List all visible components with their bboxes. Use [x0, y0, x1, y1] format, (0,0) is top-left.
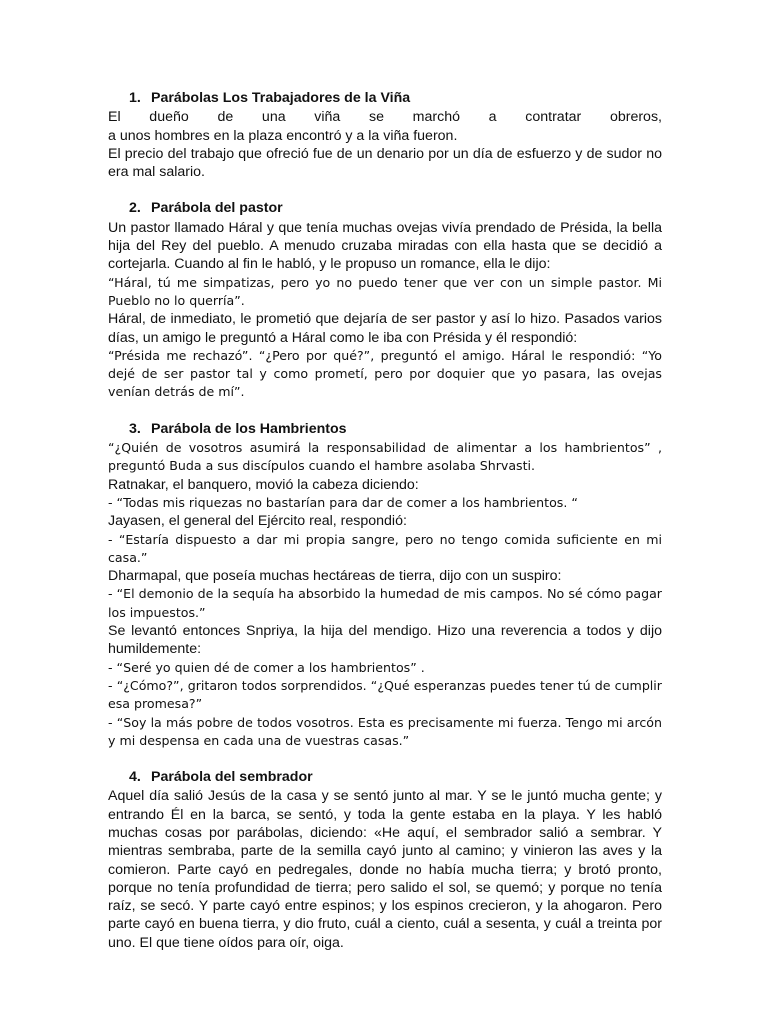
paragraph: - “Soy la más pobre de todos vosotros. Esta es precisamente mi fuerza. Tengo mi arcón y mi despensa en cada una de vuestras casas.”: [108, 714, 662, 748]
section-heading: [129, 199, 662, 217]
paragraph: a unos hombres en la plaza encontró y a la viña fueron.: [108, 127, 458, 144]
paragraph: - “El demonio de la sequía ha absorbido la humedad de mis campos. No sé cómo pagar los impuestos.”: [108, 586, 662, 620]
paragraph: - “¿Cómo?”, gritaron todos sorprendidos. “¿Qué esperanzas puedes tener tú de cumplir esa promesa?”: [108, 677, 662, 712]
paragraph: Aquel día salió Jesús de la casa y se sentó junto al mar. Y se le juntó mucha gente; y entrando Él en la barca, se sentó, y toda la gente estaba en la playa. Y les habló muchas cosas por parábolas, diciendo: «He aquí, el sembrador salió a sembrar. Y mientras sembraba, parte de la semilla cayó junto al camino; y vinieron las aves y la comieron. Parte cayó en pedregales, donde no había mucha tierra; y brotó pronto, porque no tenía profundidad de tierra; pero salido el sol, se quemó; y porque no tenía raíz, se secó. Y parte cayó entre espinos; y los espinos crecieron, y la ahogaron. Pero parte cayó en buena tierra, y dio fruto, cuál a ciento, cuál a sesenta, y cuál a treinta por uno. El que tiene oídos para oír, oiga.: [108, 788, 662, 951]
paragraph: Se levantó entonces Snpriya, la hija del mendigo. Hizo una reverencia a todos y dijo humildemente:: [108, 623, 662, 658]
paragraph: - “Seré yo quien dé de comer a los hambrientos” .: [108, 659, 425, 675]
paragraph: Jayasen, el general del Ejército real, respondió:: [108, 513, 407, 530]
section-heading: [129, 89, 662, 107]
section-title: Parábola de los Hambrientos: [151, 420, 347, 437]
paragraph: Un pastor llamado Háral y que tenía muchas ovejas vivía prendado de Présida, la bella hija del Rey del pueblo. A menudo cruzaba miradas con ella hasta que se decidió a cortejarla. Cuando al fin le habló, y le propuso un romance, ella le dijo:: [108, 219, 662, 273]
section-number: 2.: [129, 200, 141, 217]
paragraph: Háral, de inmediato, le prometió que dejaría de ser pastor y así lo hizo. Pasados varios días, un amigo le preguntó a Háral como le iba con Présida y él respondió:: [108, 311, 662, 346]
section-trabajadores-vina: [108, 89, 662, 181]
paragraph: - “Todas mis riquezas no bastarían para dar de comer a los hambrientos. “: [108, 494, 578, 510]
section-heading: [129, 420, 662, 438]
paragraph: - “Estaría dispuesto a dar mi propia sangre, pero no tengo comida suficiente en mi casa.”: [108, 531, 662, 565]
section-title: Parábolas Los Trabajadores de la Viña: [151, 90, 411, 106]
section-number: 1.: [129, 90, 141, 106]
paragraph: “Présida me rechazó”. “¿Pero por qué?”, preguntó el amigo. Háral le respondió: “Yo dejé de ser pastor tal y como prometí, pero por doquier que yo pasara, las ovejas venían detrás de mí”.: [108, 347, 662, 400]
paragraph: “Háral, tú me simpatizas, pero yo no puedo tener que ver con un simple pastor. Mi Pueblo no lo querría”.: [108, 274, 662, 308]
section-title: Parábola del pastor: [151, 200, 283, 217]
section-hambrientos: [108, 420, 662, 750]
document-body: [108, 89, 662, 970]
paragraph: “¿Quién de vosotros asumirá la responsabilidad de alimentar a los hambrientos” , preguntó Buda a sus discípulos cuando el hambre asolaba Shrvasti.: [108, 440, 662, 474]
section-sembrador: [108, 768, 662, 952]
section-number: 3.: [129, 420, 141, 437]
paragraph: Ratnakar, el banquero, movió la cabeza diciendo:: [108, 476, 419, 493]
paragraph: El precio del trabajo que ofreció fue de un denario por un día de esfuerzo y de sudor no era mal salario.: [108, 145, 662, 181]
section-title: Parábola del sembrador: [151, 769, 313, 786]
section-heading: [129, 768, 662, 786]
paragraph: El dueño de una viña se marchó a contratar obreros,: [108, 109, 662, 126]
paragraph: Dharmapal, que poseía muchas hectáreas de tierra, dijo con un suspiro:: [108, 568, 562, 585]
section-pastor: [108, 199, 662, 401]
section-number: 4.: [129, 769, 141, 786]
